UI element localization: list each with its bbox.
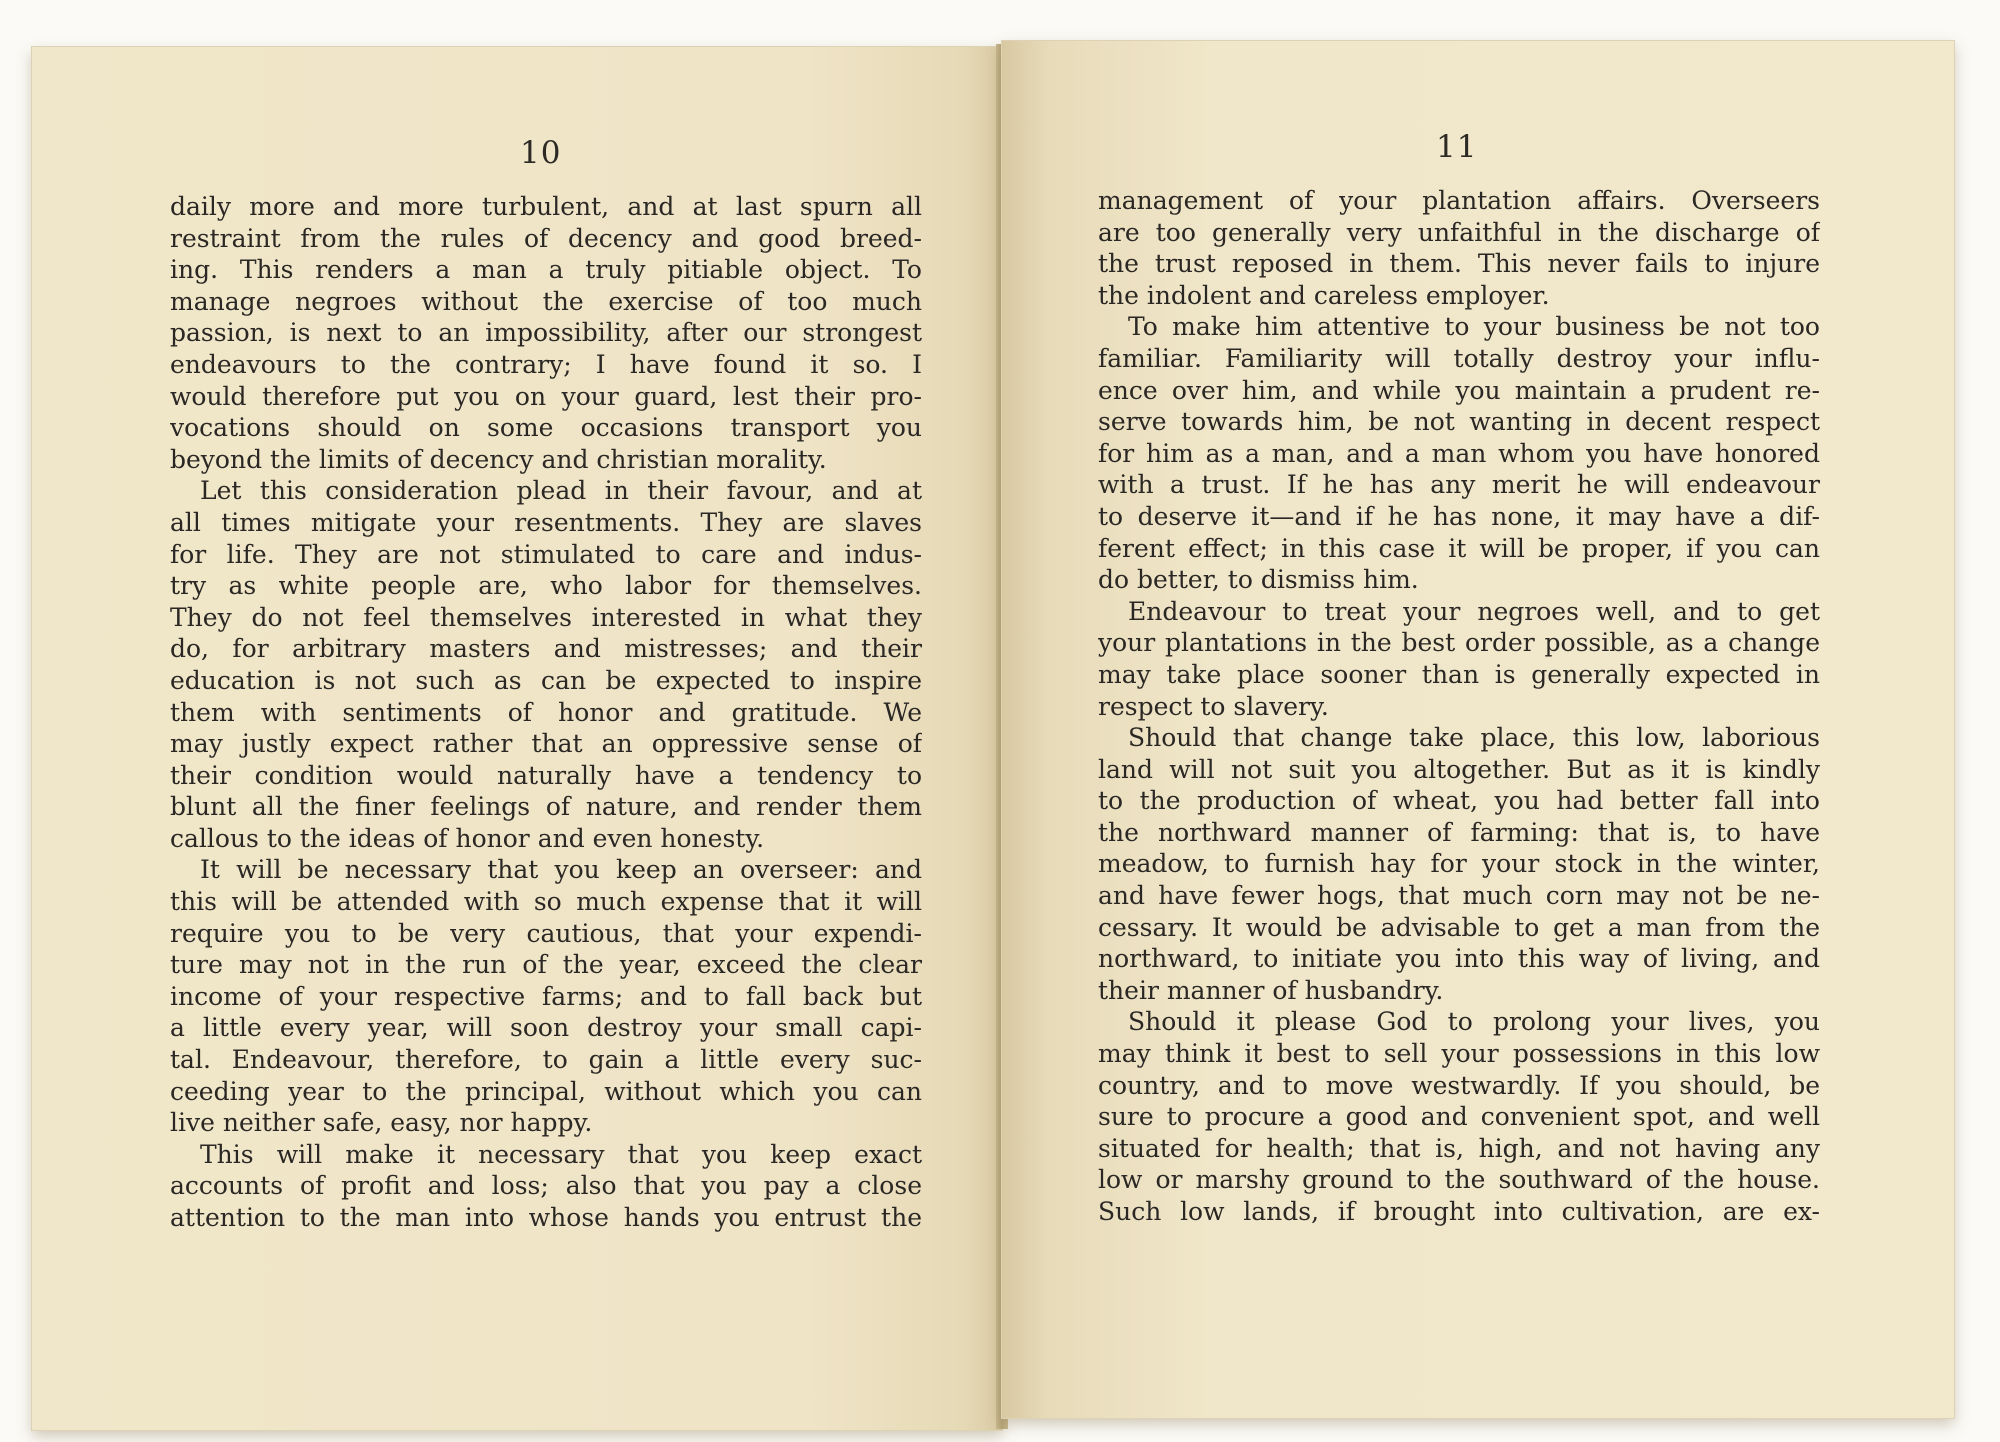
text-line: are too generally very unfaithful in the discharge of: [1098, 217, 1820, 247]
text-line: your plantations in the best order possible, as a change: [1098, 628, 1820, 658]
text-line: ceeding year to the principal, without which you can: [170, 1076, 922, 1106]
text-line: This will make it necessary that you keep exact: [200, 1139, 922, 1169]
text-line: beyond the limits of decency and christian morality.: [170, 444, 827, 474]
text-line: Endeavour to treat your negroes well, and to get: [1128, 596, 1820, 626]
text-line: daily more and more turbulent, and at last spurn all: [170, 192, 922, 221]
text-line: endeavours to the contrary; I have found it so. I: [170, 349, 922, 379]
text-line: their manner of husbandry.: [1098, 975, 1444, 1005]
text-line: accounts of profit and loss; also that you pay a close: [170, 1171, 922, 1201]
text-line: may think it best to sell your possessions in this low: [1098, 1039, 1820, 1069]
text-line: meadow, to furnish hay for your stock in the winter,: [1098, 849, 1820, 879]
text-line: the trust reposed in them. This never fails to injure: [1098, 249, 1820, 279]
text-line: and have fewer hogs, that much corn may not be ne-: [1098, 881, 1820, 911]
text-line: their condition would naturally have a tendency to: [170, 760, 922, 790]
text-line: require you to be very cautious, that your expendi-: [170, 918, 922, 948]
text-line: Let this consideration plead in their favour, and at: [200, 476, 922, 506]
text-line: low or marshy ground to the southward of the house.: [1098, 1165, 1820, 1195]
text-line: ture may not in the run of the year, exceed the clear: [170, 950, 922, 980]
text-line: passion, is next to an impossibility, after our strongest: [170, 318, 922, 348]
text-line: ferent effect; in this case it will be proper, if you can: [1098, 533, 1820, 563]
text-line: respect to slavery.: [1098, 691, 1329, 721]
text-line: live neither safe, easy, nor happy.: [170, 1108, 593, 1138]
text-line: them with sentiments of honor and gratitude. We: [170, 697, 922, 727]
text-line: northward, to initiate you into this way of living, and: [1098, 944, 1820, 974]
text-line: income of your respective farms; and to fall back but: [170, 981, 922, 1011]
text-line: ing. This renders a man a truly pitiable object. To: [170, 255, 922, 285]
text-line: with a trust. If he has any merit he will endeavour: [1098, 470, 1820, 500]
text-line: country, and to move westwardly. If you should, be: [1098, 1070, 1820, 1100]
text-line: Should that change take place, this low, laborious: [1128, 723, 1820, 753]
text-line: the northward manner of farming: that is, to have: [1098, 817, 1820, 847]
text-line: attention to the man into whose hands you entrust the: [170, 1203, 922, 1232]
left-page: [32, 47, 1002, 1430]
text-line: management of your plantation affairs. Overseers: [1098, 186, 1820, 215]
text-line: They do not feel themselves interested in what they: [170, 602, 922, 632]
right-page: [1002, 41, 1954, 1418]
text-line: all times mitigate your resentments. They are slaves: [170, 507, 922, 537]
page-number: 10: [520, 135, 562, 171]
text-line: situated for health; that is, high, and not having any: [1098, 1133, 1820, 1163]
text-line: manage negroes without the exercise of too much: [170, 286, 922, 316]
text-line: callous to the ideas of honor and even honesty.: [170, 823, 765, 853]
right-page-text: [1098, 185, 1820, 1228]
text-line: serve towards him, be not wanting in decent respect: [1098, 407, 1820, 437]
left-page-text: [170, 191, 922, 1234]
text-line: cessary. It would be advisable to get a man from the: [1098, 912, 1820, 942]
text-line: may justly expect rather that an oppressive sense of: [170, 729, 922, 759]
text-line: do, for arbitrary masters and mistresses; and their: [170, 634, 922, 664]
text-line: would therefore put you on your guard, lest their pro-: [170, 381, 922, 411]
text-line: tal. Endeavour, therefore, to gain a little every suc-: [170, 1045, 922, 1075]
text-line: Such low lands, if brought into cultivation, are ex-: [1098, 1197, 1820, 1226]
text-line: this will be attended with so much expense that it will: [170, 887, 922, 917]
text-line: restraint from the rules of decency and good breed-: [170, 223, 922, 253]
text-line: to deserve it—and if he has none, it may have a dif-: [1098, 501, 1820, 531]
text-line: vocations should on some occasions transport you: [170, 413, 922, 443]
text-line: sure to procure a good and convenient spot, and well: [1098, 1102, 1820, 1132]
text-line: ence over him, and while you maintain a prudent re-: [1098, 375, 1820, 405]
text-line: may take place sooner than is generally expected in: [1098, 659, 1820, 689]
text-line: a little every year, will soon destroy your small capi-: [170, 1013, 922, 1043]
text-line: To make him attentive to your business be not too: [1128, 312, 1820, 342]
text-line: to the production of wheat, you had better fall into: [1098, 786, 1820, 816]
text-line: for life. They are not stimulated to care and indus-: [170, 539, 922, 569]
text-line: It will be necessary that you keep an overseer: and: [200, 855, 922, 885]
text-line: try as white people are, who labor for themselves.: [170, 571, 922, 601]
page-number: 11: [1436, 129, 1478, 165]
text-line: education is not such as can be expected to inspire: [170, 665, 922, 695]
text-line: the indolent and careless employer.: [1098, 280, 1550, 310]
text-line: Should it please God to prolong your lives, you: [1128, 1007, 1820, 1037]
text-line: land will not suit you altogether. But as it is kindly: [1098, 754, 1820, 784]
text-line: blunt all the finer feelings of nature, and render them: [170, 792, 922, 822]
text-line: for him as a man, and a man whom you have honored: [1098, 438, 1820, 468]
text-line: familiar. Familiarity will totally destroy your influ-: [1098, 343, 1820, 373]
text-line: do better, to dismiss him.: [1098, 565, 1419, 595]
